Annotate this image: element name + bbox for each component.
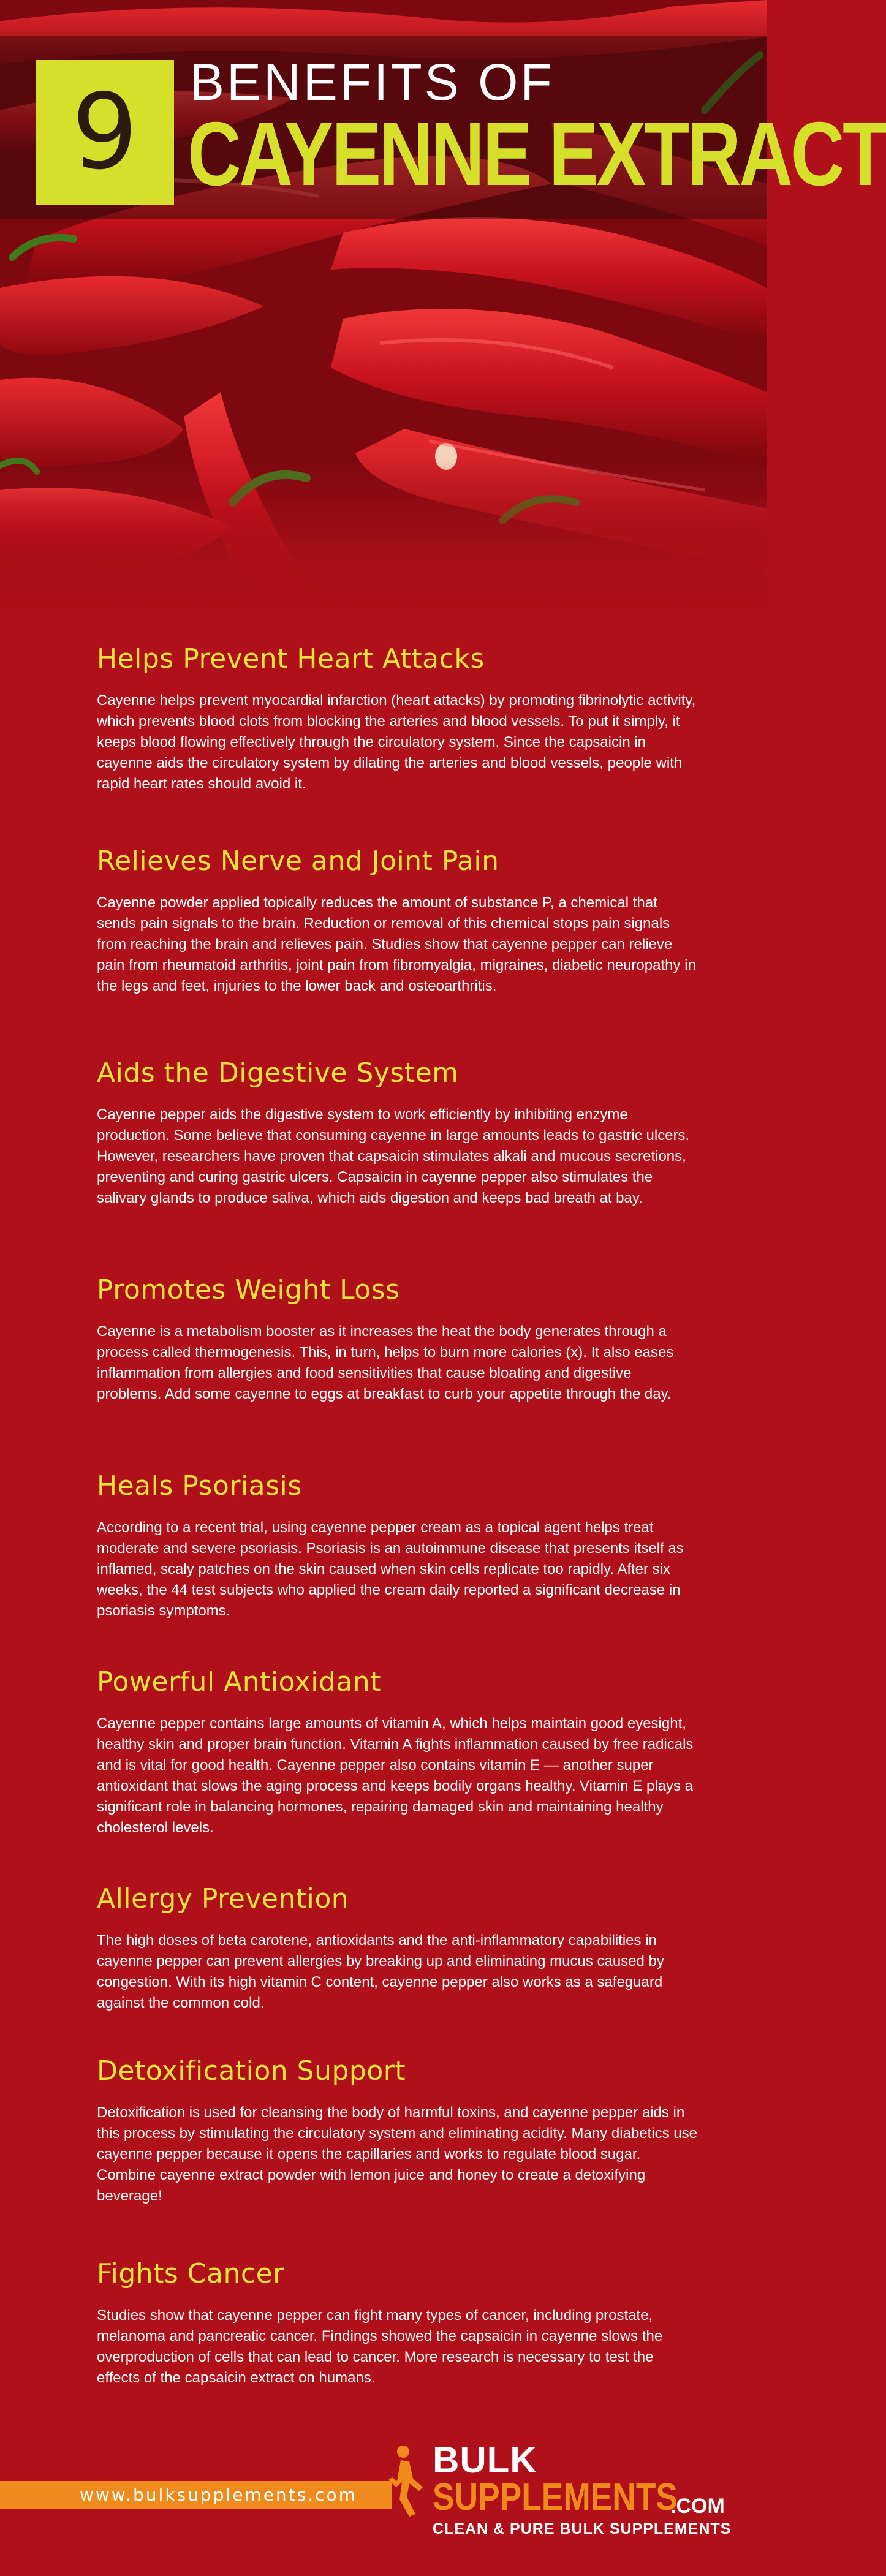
benefit-weight-loss [97, 1274, 697, 1405]
benefit-text: Cayenne pepper aids the digestive system to work efficiently by inhibiting enzyme production. Some believe that consuming cayenne in large amounts leads to gastric ulcers. However, researchers have proven that capsaicin stimulates alkali and mucous secretions, preventing and curing gastric ulcers. Capsaicin in cayenne pepper also stimulates the salivary glands to produce saliva, which aids digestion and keeps bad breath at bay. [97, 1106, 690, 1206]
hero-fade-overlay [0, 459, 767, 619]
benefit-title: Fights Cancer [97, 2258, 284, 2289]
benefit-digestive-system [97, 1057, 697, 1209]
logo-com: .COM [670, 2495, 725, 2518]
benefit-text: Studies show that cayenne pepper can fight many types of cancer, including prostate, melanoma and pancreatic cancer. Findings showed the capsaicin in cayenne slows the overproduction of cells that can lead to cancer. More research is necessary to test the effects of the capsaicin extract on humans. [97, 2306, 663, 2386]
benefit-text: Cayenne helps prevent myocardial infarction (heart attacks) by promoting fibrinolytic activity, which prevents blood clots from blocking the arteries and blood vessels. To put it simply, it keeps blood flowing effectively through the circulatory system. Since the capsaicin in cayenne aids the circulatory system by dilating the arteries and blood vessels, people with rapid heart rates should avoid it. [97, 692, 696, 792]
benefit-fights-cancer [97, 2258, 697, 2389]
title-main: CAYENNE EXTRACT [187, 104, 886, 205]
benefit-title: Detoxification Support [97, 2055, 406, 2087]
benefit-allergy-prevention [97, 1883, 697, 2014]
benefit-title: Powerful Antioxidant [97, 1666, 381, 1698]
benefit-title: Heals Psoriasis [97, 1470, 302, 1501]
benefit-psoriasis [97, 1470, 697, 1622]
benefit-heart-attacks [97, 643, 697, 795]
benefit-text: According to a recent trial, using cayenne pepper cream as a topical agent helps treat moderate and severe psoriasis. Psoriasis is an autoimmune disease that presents itself as inflamed, scaly patches on the skin caused when skin cells replicate too rapidly. After six weeks, the 44 test subjects who applied the cream daily reported a significant decrease in psoriasis symptoms. [97, 1519, 684, 1619]
logo-supplements: SUPPLEMENTS [433, 2476, 678, 2518]
benefit-text: Cayenne powder applied topically reduces the amount of substance P, a chemical that sends pain signals to the brain. Reduction or removal of this chemical stops pain signals from reaching the brain and relieves pain. Studies show that cayenne pepper can relieve pain from rheumatoid arthritis, joint pain from fibromyalgia, migraines, diabetic neuropathy in the legs and feet, injuries to the lower back and osteoarthritis. [97, 894, 696, 994]
logo-bulk: BULK [433, 2439, 537, 2480]
benefit-text: Cayenne pepper contains large amounts of vitamin A, which helps maintain good eyesight, healthy skin and proper brain function. Vitamin A fights inflammation caused by free radicals and is vital for good health. Cayenne pepper also contains vitamin E — another super antioxidant that slows the aging process and keeps bodily organs healthy. Vitamin E plays a significant role in balancing hormones, repairing damaged skin and maintaining healthy cholesterol levels. [97, 1715, 694, 1836]
benefit-title: Allergy Prevention [97, 1883, 349, 1914]
benefit-text: Cayenne is a metabolism booster as it increases the heat the body generates through a process called thermogenesis. This, in turn, helps to burn more calories (x). It also eases inflammation from allergies and food sensitivities that cause bloating and digestive problems. Add some cayenne to eggs at breakfast to curb your appetite through the day. [97, 1323, 674, 1402]
logo-tagline: CLEAN & PURE BULK SUPPLEMENTS [433, 2520, 732, 2537]
footer-url[interactable]: www.bulksupplements.com [80, 2485, 357, 2505]
number-badge [36, 60, 174, 205]
benefit-title: Helps Prevent Heart Attacks [97, 643, 485, 674]
number-badge-value: 9 [71, 72, 138, 193]
benefit-title: Aids the Digestive System [97, 1057, 459, 1089]
benefit-text: Detoxification is used for cleansing the body of harmful toxins, and cayenne pepper aids in this process by stimulating the circulatory system and eliminating acidity. Many diabetics use cayenne pepper because it opens the capillaries and works to regulate blood sugar. Combine cayenne extract powder with lemon juice and honey to create a detoxifying beverage! [97, 2104, 697, 2204]
benefit-title: Promotes Weight Loss [97, 1274, 400, 1305]
benefit-antioxidant [97, 1666, 697, 1838]
running-figure-icon [382, 2444, 429, 2518]
title-top: BENEFITS OF [190, 53, 555, 111]
benefit-text: The high doses of beta carotene, antioxidants and the anti-inflammatory capabilities in cayenne pepper can prevent allergies by breaking up and eliminating mucus caused by congestion. With its high vitamin C content, cayenne pepper also works as a safeguard against the common cold. [97, 1932, 664, 2011]
benefit-nerve-joint-pain [97, 845, 697, 997]
benefit-detoxification [97, 2055, 697, 2207]
benefit-title: Relieves Nerve and Joint Pain [97, 845, 499, 877]
